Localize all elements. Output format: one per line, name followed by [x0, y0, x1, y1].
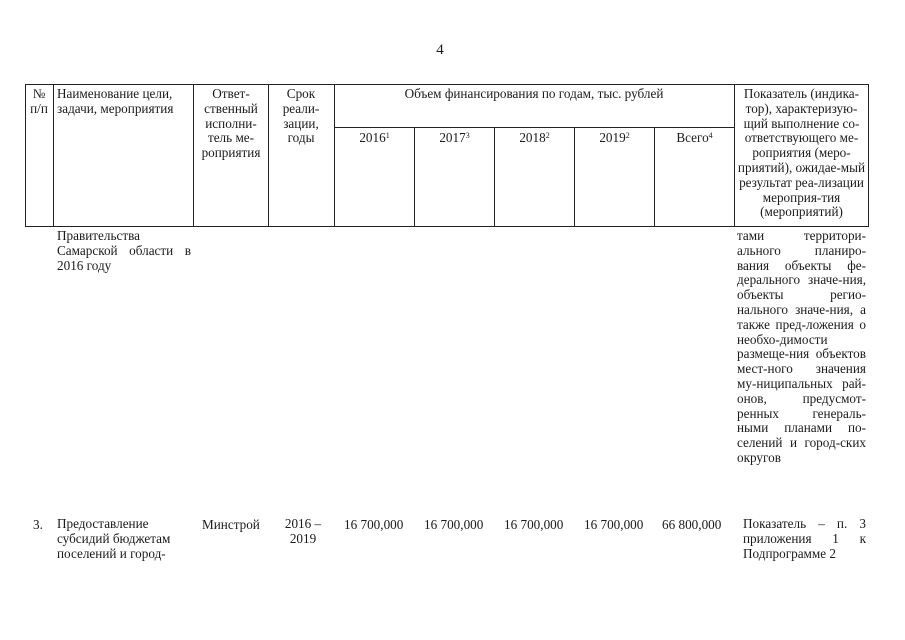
header-year-2017: [415, 131, 494, 146]
header-indicator: Показатель (индика-тор), характеризую-щий выполнение со-ответствующего ме-роприятия (меро-приятий), ожидае-мый результат реа-лизации мероприя-тия (мероприятий): [737, 86, 866, 220]
row-3-indicator: Показатель – п. 3 приложения 1 к Подпрограмме 2: [743, 516, 866, 561]
footnote-mark: 3: [465, 131, 470, 140]
header-executor: Ответ-ственный исполни-тель ме-роприятия: [201, 86, 261, 161]
row-3-number: 3.: [33, 517, 43, 532]
header-name: Наименование цели, задачи, мероприятия: [57, 86, 174, 116]
row-continuation-name: Правительства Самарской области в 2016 году: [57, 228, 191, 273]
footnote-mark: 4: [708, 131, 713, 140]
header-term: Срок реали-зации, годы: [282, 86, 320, 146]
col-border-10: [868, 84, 869, 227]
row-3-name: Предоставление субсидий бюджетам поселений и город-: [57, 516, 171, 561]
footnote-mark: 2: [625, 131, 630, 140]
header-year-label: 2018: [519, 130, 546, 145]
col-border-2: [193, 84, 194, 227]
header-year-label: Всего: [676, 130, 709, 145]
header-total: [655, 131, 734, 146]
header-year-2018: [495, 131, 574, 146]
header-year-label: 2019: [599, 130, 626, 145]
row-3-term: 2016 – 2019: [284, 516, 322, 546]
header-year-2019: [575, 131, 654, 146]
header-year-label: 2017: [439, 130, 466, 145]
col-border-1: [53, 84, 54, 227]
years-subheader-border: [334, 127, 734, 128]
row-3-value-2019: 16 700,000: [584, 517, 644, 532]
row-3-executor: Минстрой: [202, 517, 260, 532]
header-year-2016: [335, 131, 414, 146]
header-bottom-border: [25, 226, 869, 227]
header-funding: Объем финансирования по годам, тыс. рублей: [404, 86, 664, 101]
row-continuation-indicator: тами территори-ального планиро-вания объекты фе-дерального значе-ния, объекты регио-нального значе-ния, а также пред-ложения о необхо-димости размеще-ния объектов мест-ного значения му-ниципальных рай-онов, предусмот-ренных генераль-ными планами по-селений и город-ских округов: [737, 228, 866, 465]
header-top-border: [25, 84, 869, 85]
page-number: 4: [436, 42, 444, 58]
footnote-mark: 1: [385, 131, 390, 140]
row-3-value-total: 66 800,000: [662, 517, 722, 532]
header-year-label: 2016: [359, 130, 386, 145]
row-3-value-2016: 16 700,000: [344, 517, 404, 532]
header-num: № п/п: [30, 86, 48, 116]
footnote-mark: 2: [545, 131, 550, 140]
col-border-9: [734, 84, 735, 227]
col-border-4: [334, 84, 335, 227]
col-border-0: [25, 84, 26, 227]
row-3-value-2017: 16 700,000: [424, 517, 484, 532]
col-border-3: [268, 84, 269, 227]
row-3-value-2018: 16 700,000: [504, 517, 564, 532]
